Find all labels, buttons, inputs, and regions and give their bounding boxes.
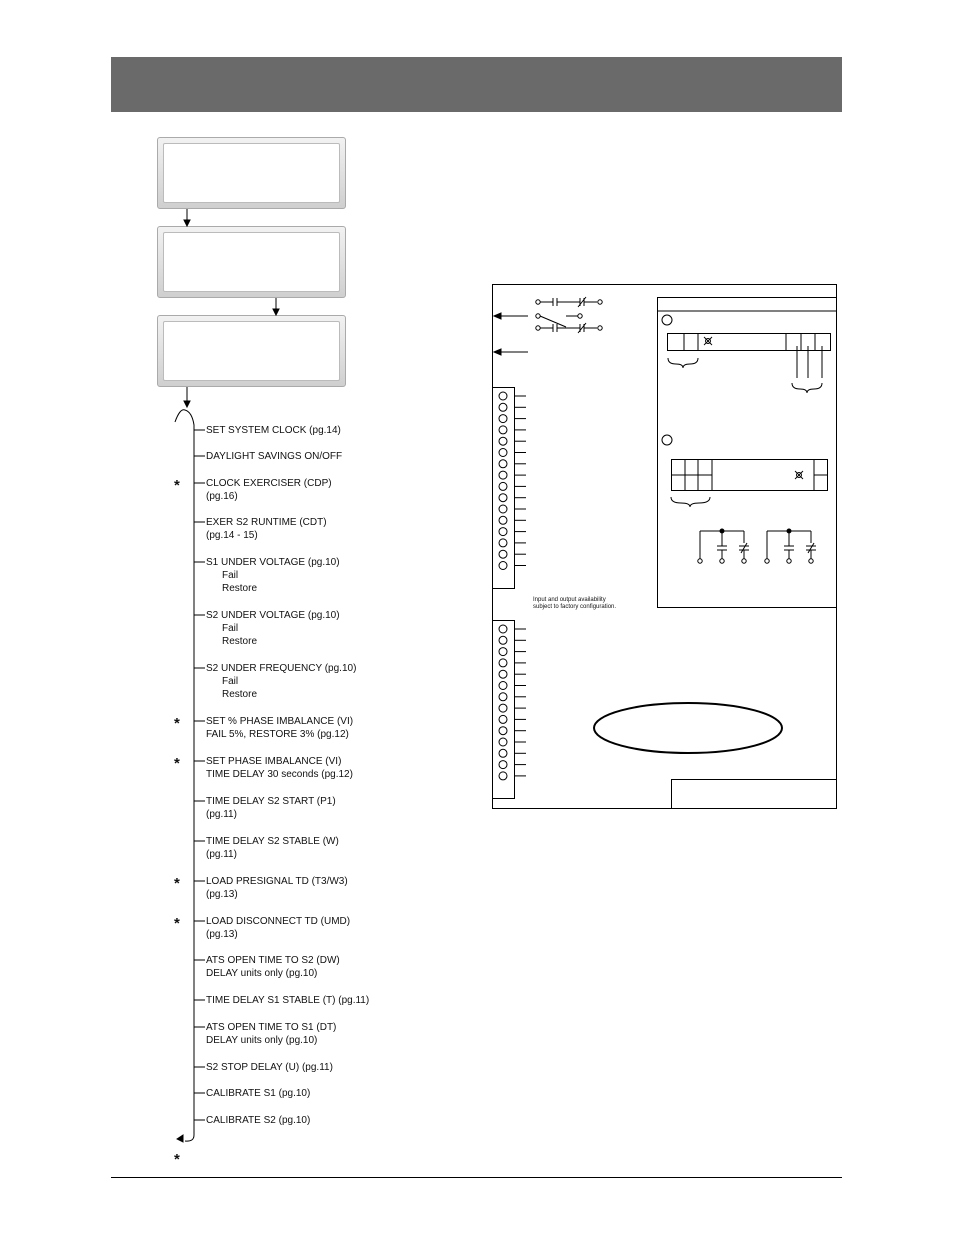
- terminal-circle: [499, 392, 507, 400]
- menu-item-detail: DELAY units only (pg.10): [206, 968, 318, 979]
- terminal-circle: [499, 471, 507, 479]
- menu-item-title: ATS OPEN TIME TO S1 (DT): [206, 1022, 337, 1033]
- diagram-note: [533, 597, 616, 611]
- menu-item: [206, 609, 340, 648]
- menu-item: [206, 556, 340, 595]
- menu-item-title: LOAD DISCONNECT TD (UMD): [206, 916, 351, 927]
- menu-item: [206, 755, 353, 781]
- terminal-circle: [499, 704, 507, 712]
- menu-item-detail: (pg.13): [206, 889, 238, 900]
- menu-item-title: S2 UNDER VOLTAGE (pg.10): [206, 610, 340, 621]
- menu-item: [206, 994, 369, 1007]
- menu-item-title: TIME DELAY S2 START (P1): [206, 796, 336, 807]
- menu-item-detail: Fail: [222, 623, 239, 634]
- menu-item: [206, 662, 356, 701]
- menu-star: *: [174, 755, 180, 772]
- menu-item-title: S2 UNDER FREQUENCY (pg.10): [206, 663, 357, 674]
- terminal-circle: [499, 437, 507, 445]
- menu-item-detail: Restore: [222, 583, 258, 594]
- terminal-circle: [499, 682, 507, 690]
- menu-item-detail: (pg.11): [206, 809, 237, 820]
- menu-star: *: [174, 715, 180, 732]
- menu-item: [206, 915, 350, 941]
- terminal-circle: [499, 550, 507, 558]
- terminal-circle: [499, 772, 507, 780]
- terminal-circle: [499, 670, 507, 678]
- diagram-note-line-1: Input and output availability: [533, 597, 606, 603]
- menu-item-title: S2 STOP DELAY (U) (pg.11): [206, 1062, 333, 1073]
- terminal-circle: [499, 539, 507, 547]
- terminal-circle: [499, 636, 507, 644]
- terminal-circle: [499, 449, 507, 457]
- footnote-star: *: [174, 1151, 180, 1168]
- menu-item-detail: (pg.14 - 15): [206, 530, 258, 541]
- terminal-circle: [499, 659, 507, 667]
- terminal-circle: [499, 625, 507, 633]
- terminal-circle: [499, 528, 507, 536]
- terminal-circle: [499, 494, 507, 502]
- menu-item: [206, 875, 348, 901]
- footer-rule: [111, 1177, 842, 1178]
- menu-item: [206, 1114, 310, 1127]
- menu-item-detail: (pg.16): [206, 491, 238, 502]
- terminal-circle: [499, 482, 507, 490]
- menu-item: [206, 424, 341, 437]
- menu-item-detail: TIME DELAY 30 seconds (pg.12): [206, 769, 353, 780]
- terminal-circle: [499, 648, 507, 656]
- menu-item: [206, 795, 336, 821]
- menu-item-detail: Fail: [222, 676, 239, 687]
- terminal-circle: [499, 403, 507, 411]
- menu-item-detail: DELAY units only (pg.10): [206, 1035, 318, 1046]
- menu-item-title: SET PHASE IMBALANCE (VI): [206, 756, 342, 767]
- menu-item-title: SET SYSTEM CLOCK (pg.14): [206, 425, 341, 436]
- menu-item-title: CALIBRATE S1 (pg.10): [206, 1088, 311, 1099]
- terminal-circle: [499, 693, 507, 701]
- menu-item-title: ATS OPEN TIME TO S2 (DW): [206, 955, 340, 966]
- terminal-circle: [499, 715, 507, 723]
- menu-item: [206, 715, 353, 741]
- menu-item-detail: (pg.11): [206, 849, 237, 860]
- menu-item-title: TIME DELAY S2 STABLE (W): [206, 836, 339, 847]
- terminal-circle: [499, 562, 507, 570]
- menu-item-title: CALIBRATE S2 (pg.10): [206, 1115, 311, 1126]
- terminal-circle: [499, 516, 507, 524]
- terminal-circle: [499, 738, 507, 746]
- diagram-note-line-2: subject to factory configuration.: [533, 604, 617, 610]
- menu-star: *: [174, 915, 180, 932]
- menu-item-detail: (pg.13): [206, 929, 238, 940]
- terminal-circle: [499, 505, 507, 513]
- menu-item-detail: Fail: [222, 570, 239, 581]
- menu-item-title: SET % PHASE IMBALANCE (VI): [206, 716, 354, 727]
- menu-item-detail: Restore: [222, 636, 258, 647]
- menu-item-detail: Restore: [222, 689, 258, 700]
- menu-item-title: TIME DELAY S1 STABLE (T) (pg.11): [206, 995, 370, 1006]
- menu-item-detail: FAIL 5%, RESTORE 3% (pg.12): [206, 729, 349, 740]
- menu-item: [206, 835, 339, 861]
- terminal-circle: [499, 749, 507, 757]
- terminal-circle: [499, 426, 507, 434]
- menu-item: [206, 450, 342, 463]
- menu-item-title: S1 UNDER VOLTAGE (pg.10): [206, 557, 340, 568]
- menu-star: *: [174, 875, 180, 892]
- menu-star: *: [174, 477, 180, 494]
- terminal-circle: [499, 727, 507, 735]
- menu-item: [206, 1061, 333, 1074]
- menu-item-title: LOAD PRESIGNAL TD (T3/W3): [206, 876, 348, 887]
- menu-item: [206, 954, 340, 980]
- menu-item: [206, 477, 332, 503]
- terminal-circle: [499, 460, 507, 468]
- menu-item-title: CLOCK EXERCISER (CDP): [206, 478, 332, 489]
- menu-item: [206, 516, 327, 542]
- menu-item-title: DAYLIGHT SAVINGS ON/OFF: [206, 451, 343, 462]
- terminal-circle: [499, 415, 507, 423]
- menu-item: [206, 1021, 336, 1047]
- menu-item: [206, 1087, 310, 1100]
- terminal-circle: [499, 761, 507, 769]
- menu-item-title: EXER S2 RUNTIME (CDT): [206, 517, 327, 528]
